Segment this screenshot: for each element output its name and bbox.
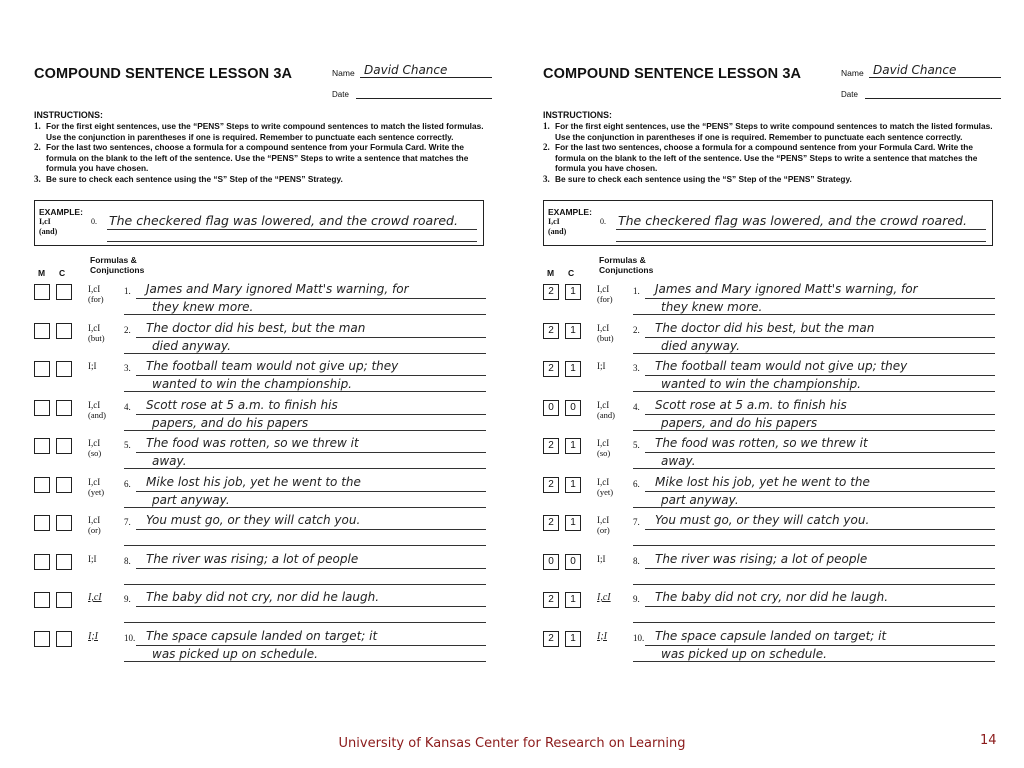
mechanics-score-box[interactable] — [34, 631, 50, 647]
answer-line — [633, 353, 995, 354]
mechanics-score-box[interactable]: 2 — [543, 631, 559, 647]
instruction-text: For the last two sentences, choose a formula for a compound sentence from your Formula Card. Write the formula on the blank to the left of the sentence. Use the “PENS” Steps to write a sentence that matches the formula you have chosen. — [555, 142, 978, 174]
handwritten-line-1: The river was rising; a lot of people — [655, 551, 868, 566]
sentence-row — [32, 473, 494, 511]
handwritten-line-2: away. — [661, 454, 696, 468]
handwritten-line-2: they knew more. — [152, 300, 254, 314]
handwritten-line-1: Scott rose at 5 a.m. to finish his — [146, 397, 338, 412]
formula — [597, 477, 613, 497]
name-value: David Chance — [873, 63, 957, 77]
answer-line — [124, 314, 486, 315]
sentence-row — [541, 511, 1003, 549]
mechanics-score-box[interactable]: 2 — [543, 592, 559, 608]
handwritten-line-1: James and Mary ignored Matt's warning, for — [146, 282, 409, 296]
handwritten-line-2: was picked up on schedule. — [152, 646, 318, 661]
instructions-heading: INSTRUCTIONS: — [543, 110, 612, 120]
handwritten-line-1: The food was rotten, so we threw it — [146, 436, 359, 450]
content-score-box[interactable] — [56, 477, 72, 493]
sentence-row — [32, 627, 494, 665]
sentence-number: 1. — [124, 286, 131, 296]
handwritten-line-1: The baby did not cry, nor did he laugh. — [655, 590, 889, 604]
handwritten-line-1: The football team would not give up; they — [146, 359, 399, 373]
instruction-text: For the first eight sentences, use the “PENS” Steps to write compound sentences to match the listed formulas. Use the conjunction in parentheses if one is required. Remember to punctuate each sentence correctly. — [555, 121, 993, 142]
worksheet-scored — [541, 58, 1003, 670]
conjunction-text: (for) — [597, 294, 613, 304]
answer-line — [136, 452, 486, 453]
answer-line — [645, 529, 995, 530]
example-formula-text: I,cI — [39, 217, 51, 226]
formula — [88, 323, 105, 343]
handwritten-line-2: was picked up on schedule. — [661, 646, 827, 661]
mechanics-score-box[interactable] — [34, 284, 50, 300]
answer-line — [124, 430, 486, 431]
sentence-row — [541, 627, 1003, 665]
answer-line — [645, 298, 995, 299]
example-conj: (and) — [548, 227, 567, 236]
instruction-item — [543, 121, 999, 142]
content-score-box[interactable]: 0 — [565, 554, 581, 570]
answer-line — [124, 545, 486, 546]
content-score-box[interactable]: 1 — [565, 284, 581, 300]
sentence-number: 3. — [633, 363, 640, 373]
sentence-row — [32, 396, 494, 434]
formula-text: I,cI — [88, 476, 101, 487]
answer-line — [633, 545, 995, 546]
handwritten-line-1: The football team would not give up; they — [655, 359, 908, 373]
column-m-header: M — [547, 268, 555, 278]
answer-line — [136, 337, 486, 338]
sentence-number: 4. — [633, 401, 640, 412]
handwritten-line-2: wanted to win the championship. — [152, 377, 352, 391]
answer-line — [124, 391, 486, 392]
answer-line — [124, 584, 486, 585]
example-box — [34, 200, 484, 246]
conjunction-text: (or) — [88, 525, 101, 535]
content-score-box[interactable] — [56, 438, 72, 454]
name-line — [360, 77, 492, 78]
sentence-row — [541, 357, 1003, 395]
date-label: Date — [841, 90, 858, 99]
sentence-row — [541, 280, 1003, 318]
chosen-formula: I,cI — [88, 592, 102, 603]
mechanics-score-box[interactable] — [34, 592, 50, 608]
answer-line — [136, 298, 486, 299]
instruction-item — [543, 174, 999, 185]
content-score-box[interactable]: 1 — [565, 323, 581, 339]
conjunctions-label: Conjunctions — [599, 265, 654, 275]
instruction-number: 2. — [34, 142, 41, 153]
mechanics-score-box[interactable]: 2 — [543, 477, 559, 493]
instruction-text: For the last two sentences, choose a formula for a compound sentence from your Formula Card. Write the formula on the blank to the left of the sentence. Use the “PENS” Steps to write a sentence that matches the formula you have chosen. — [46, 142, 469, 174]
column-c-header: C — [568, 268, 575, 278]
answer-line — [645, 568, 995, 569]
example-formula-text: I,cI — [548, 217, 560, 226]
mechanics-score-box[interactable]: 0 — [543, 554, 559, 570]
answer-line — [124, 507, 486, 508]
answer-line — [633, 468, 995, 469]
handwritten-line-2: part anyway. — [661, 492, 739, 507]
formula — [88, 554, 97, 564]
instruction-text: For the first eight sentences, use the “PENS” Steps to write compound sentences to match the listed formulas. Use the conjunction in parentheses if one is required. Remember to punctuate each sentence correctly. — [46, 121, 484, 142]
example-line — [616, 241, 986, 242]
conjunction-text: (and) — [88, 409, 106, 420]
answer-line — [645, 491, 995, 492]
worksheet-unscored — [32, 58, 494, 670]
content-score-box[interactable] — [56, 592, 72, 608]
footer-org: University of Kansas Center for Research on Learning — [338, 736, 686, 751]
answer-line — [645, 606, 995, 607]
handwritten-line-1: Mike lost his job, yet he went to the — [655, 474, 870, 489]
sentence-row — [32, 434, 494, 472]
sentence-row — [32, 550, 494, 588]
handwritten-line-1: The river was rising; a lot of people — [146, 551, 359, 566]
sentence-number: 9. — [124, 594, 131, 604]
page-number: 14 — [980, 733, 997, 748]
handwritten-line-2: papers, and do his papers — [152, 415, 309, 430]
example-formula — [548, 217, 566, 237]
mechanics-score-box[interactable]: 2 — [543, 515, 559, 531]
example-label: EXAMPLE: — [548, 207, 592, 217]
formula — [597, 323, 614, 343]
formula — [88, 515, 101, 535]
formula — [597, 284, 613, 304]
sentence-number: 10. — [124, 632, 136, 643]
instruction-item — [34, 121, 490, 142]
instructions-list — [543, 121, 999, 185]
date-field — [332, 86, 492, 100]
conjunctions-label: Conjunctions — [90, 265, 145, 275]
name-value: David Chance — [364, 63, 448, 77]
content-score-box[interactable]: 1 — [565, 515, 581, 531]
handwritten-line-1: The doctor did his best, but the man — [146, 320, 366, 335]
formula-text: I,cI — [88, 284, 101, 294]
instructions-list — [34, 121, 490, 185]
sentence-number: 6. — [633, 478, 640, 489]
example-box — [543, 200, 993, 246]
answer-line — [645, 645, 995, 646]
sentence-number: 2. — [124, 324, 131, 335]
mechanics-score-box[interactable]: 2 — [543, 361, 559, 377]
answer-line — [136, 529, 486, 530]
date-field — [841, 86, 1001, 100]
formula-text: I;I — [597, 553, 606, 564]
mechanics-score-box[interactable] — [34, 361, 50, 377]
content-score-box[interactable]: 1 — [565, 477, 581, 493]
column-formulas-header — [599, 255, 653, 275]
formula-text: I,cI — [88, 322, 101, 333]
answer-line — [124, 661, 486, 662]
example-line — [616, 229, 986, 230]
answer-line — [645, 375, 995, 376]
content-score-box[interactable] — [56, 631, 72, 647]
handwritten-line-1: Mike lost his job, yet he went to the — [146, 474, 361, 489]
handwritten-line-1: The food was rotten, so we threw it — [655, 436, 868, 450]
sentence-number: 7. — [124, 517, 131, 527]
column-c-header: C — [59, 268, 66, 278]
content-score-box[interactable]: 1 — [565, 592, 581, 608]
answer-line — [136, 568, 486, 569]
formula-text: I,cI — [597, 476, 610, 487]
formula — [88, 361, 97, 371]
name-field — [332, 62, 492, 80]
name-label: Name — [332, 68, 355, 78]
formula-text: I,cI — [88, 399, 101, 410]
formula-text: I,cI — [88, 515, 101, 525]
conjunction-text: (so) — [597, 448, 611, 458]
sentence-row — [541, 588, 1003, 626]
handwritten-line-2: died anyway. — [152, 338, 231, 353]
mechanics-score-box[interactable]: 2 — [543, 323, 559, 339]
answer-line — [633, 622, 995, 623]
instruction-text: Be sure to check each sentence using the “S” Step of the “PENS” Strategy. — [555, 173, 852, 184]
instruction-number: 1. — [34, 121, 41, 131]
content-score-box[interactable] — [56, 284, 72, 300]
instruction-text: Be sure to check each sentence using the “S” Step of the “PENS” Strategy. — [46, 173, 343, 184]
handwritten-line-2: part anyway. — [152, 492, 230, 507]
handwritten-line-1: You must go, or they will catch you. — [655, 513, 870, 527]
handwritten-line-2: papers, and do his papers — [661, 415, 818, 430]
formula — [88, 438, 101, 458]
example-number: 0. — [91, 217, 97, 226]
formula — [88, 284, 104, 304]
formula-text: I;I — [597, 361, 606, 371]
example-conj: (and) — [39, 227, 58, 236]
conjunction-text: (so) — [88, 448, 102, 458]
sentence-number: 5. — [124, 440, 131, 450]
instruction-number: 3. — [543, 173, 550, 184]
answer-line — [633, 507, 995, 508]
sentence-row — [541, 473, 1003, 511]
handwritten-line-1: The space capsule landed on target; it — [146, 628, 378, 643]
instruction-item — [34, 174, 490, 185]
conjunction-text: (but) — [597, 332, 614, 343]
handwritten-line-1: Scott rose at 5 a.m. to finish his — [655, 397, 847, 412]
answer-line — [136, 375, 486, 376]
formula — [597, 400, 615, 420]
example-label: EXAMPLE: — [39, 207, 83, 217]
handwritten-line-1: You must go, or they will catch you. — [146, 513, 361, 527]
sentence-row — [541, 434, 1003, 472]
name-line — [869, 77, 1001, 78]
date-line — [356, 98, 492, 99]
example-formula — [39, 217, 57, 237]
formula-text: I,cI — [597, 438, 610, 448]
example-number: 0. — [600, 217, 606, 226]
answer-line — [633, 661, 995, 662]
formula — [88, 400, 106, 420]
sentence-number: 10. — [633, 632, 645, 643]
example-sentence: The checkered flag was lowered, and the crowd roared. — [618, 213, 967, 228]
conjunction-text: (but) — [88, 332, 105, 343]
answer-line — [645, 337, 995, 338]
formulas-label: Formulas & — [90, 255, 137, 265]
formula-text: I,cI — [597, 399, 610, 410]
chosen-formula: I;I — [597, 630, 607, 642]
sentence-number: 8. — [633, 555, 640, 566]
mechanics-score-box[interactable] — [34, 477, 50, 493]
instruction-number: 2. — [543, 142, 550, 153]
name-field — [841, 62, 1001, 80]
formula — [88, 477, 104, 497]
handwritten-line-2: they knew more. — [661, 300, 763, 314]
sentence-number: 8. — [124, 555, 131, 566]
conjunction-text: (yet) — [597, 486, 614, 497]
sentence-number: 4. — [124, 401, 131, 412]
answer-line — [633, 430, 995, 431]
content-score-box[interactable] — [56, 323, 72, 339]
sentence-number: 2. — [633, 324, 640, 335]
date-line — [865, 98, 1001, 99]
sentence-row — [32, 357, 494, 395]
formulas-label: Formulas & — [599, 255, 646, 265]
mechanics-score-box[interactable] — [34, 438, 50, 454]
formula-text: I;I — [88, 553, 97, 564]
column-m-header: M — [38, 268, 46, 278]
content-score-box[interactable] — [56, 361, 72, 377]
mechanics-score-box[interactable] — [34, 554, 50, 570]
content-score-box[interactable] — [56, 515, 72, 531]
answer-line — [124, 353, 486, 354]
answer-line — [645, 452, 995, 453]
formula — [597, 438, 610, 458]
formula-text: I,cI — [88, 438, 101, 448]
formula-text: I,cI — [597, 515, 610, 525]
formula-text: I,cI — [597, 284, 610, 294]
mechanics-score-box[interactable]: 0 — [543, 400, 559, 416]
handwritten-line-2: away. — [152, 454, 187, 468]
content-score-box[interactable]: 1 — [565, 438, 581, 454]
mechanics-score-box[interactable]: 2 — [543, 284, 559, 300]
worksheet-title: COMPOUND SENTENCE LESSON 3A — [543, 66, 802, 82]
sentence-number: 6. — [124, 478, 131, 489]
formula — [597, 554, 606, 564]
sentence-number: 9. — [633, 594, 640, 604]
sentence-number: 3. — [124, 363, 131, 373]
answer-line — [645, 414, 995, 415]
conjunction-text: (for) — [88, 294, 104, 304]
sentence-row — [32, 280, 494, 318]
handwritten-line-1: James and Mary ignored Matt's warning, for — [655, 282, 918, 296]
formula-text: I;I — [88, 361, 97, 371]
answer-line — [136, 414, 486, 415]
worksheet-title: COMPOUND SENTENCE LESSON 3A — [34, 66, 293, 82]
formula-text: I,cI — [597, 322, 610, 333]
handwritten-line-1: The baby did not cry, nor did he laugh. — [146, 590, 380, 604]
chosen-formula: I,cI — [597, 592, 611, 603]
example-line — [107, 241, 477, 242]
sentence-row — [541, 550, 1003, 588]
chosen-formula: I;I — [88, 630, 98, 642]
answer-line — [633, 314, 995, 315]
handwritten-line-1: The doctor did his best, but the man — [655, 320, 875, 335]
date-label: Date — [332, 90, 349, 99]
answer-line — [124, 622, 486, 623]
formula — [597, 361, 606, 371]
sentence-number: 1. — [633, 286, 640, 296]
mechanics-score-box[interactable] — [34, 323, 50, 339]
example-line — [107, 229, 477, 230]
mechanics-score-box[interactable] — [34, 515, 50, 531]
content-score-box[interactable] — [56, 554, 72, 570]
content-score-box[interactable]: 0 — [565, 400, 581, 416]
example-sentence: The checkered flag was lowered, and the crowd roared. — [109, 213, 458, 228]
handwritten-line-1: The space capsule landed on target; it — [655, 628, 887, 643]
mechanics-score-box[interactable] — [34, 400, 50, 416]
sentence-row — [32, 511, 494, 549]
sentence-row — [32, 319, 494, 357]
sentence-row — [541, 319, 1003, 357]
sentence-row — [541, 396, 1003, 434]
sentence-row — [32, 588, 494, 626]
instruction-number: 1. — [543, 121, 550, 131]
conjunction-text: (yet) — [88, 486, 105, 497]
answer-line — [633, 391, 995, 392]
instruction-number: 3. — [34, 173, 41, 184]
content-score-box[interactable]: 1 — [565, 361, 581, 377]
answer-line — [633, 584, 995, 585]
sentence-number: 7. — [633, 517, 640, 527]
conjunction-text: (and) — [597, 409, 615, 420]
instructions-heading: INSTRUCTIONS: — [34, 110, 103, 120]
column-formulas-header — [90, 255, 144, 275]
handwritten-line-2: wanted to win the championship. — [661, 377, 861, 391]
content-score-box[interactable] — [56, 400, 72, 416]
instruction-item — [34, 142, 490, 174]
answer-line — [136, 606, 486, 607]
formula — [597, 515, 610, 535]
content-score-box[interactable]: 1 — [565, 631, 581, 647]
answer-line — [136, 491, 486, 492]
handwritten-line-2: died anyway. — [661, 338, 740, 353]
answer-line — [124, 468, 486, 469]
conjunction-text: (or) — [597, 525, 610, 535]
name-label: Name — [841, 68, 864, 78]
answer-line — [136, 645, 486, 646]
sentence-number: 5. — [633, 440, 640, 450]
instruction-item — [543, 142, 999, 174]
mechanics-score-box[interactable]: 2 — [543, 438, 559, 454]
